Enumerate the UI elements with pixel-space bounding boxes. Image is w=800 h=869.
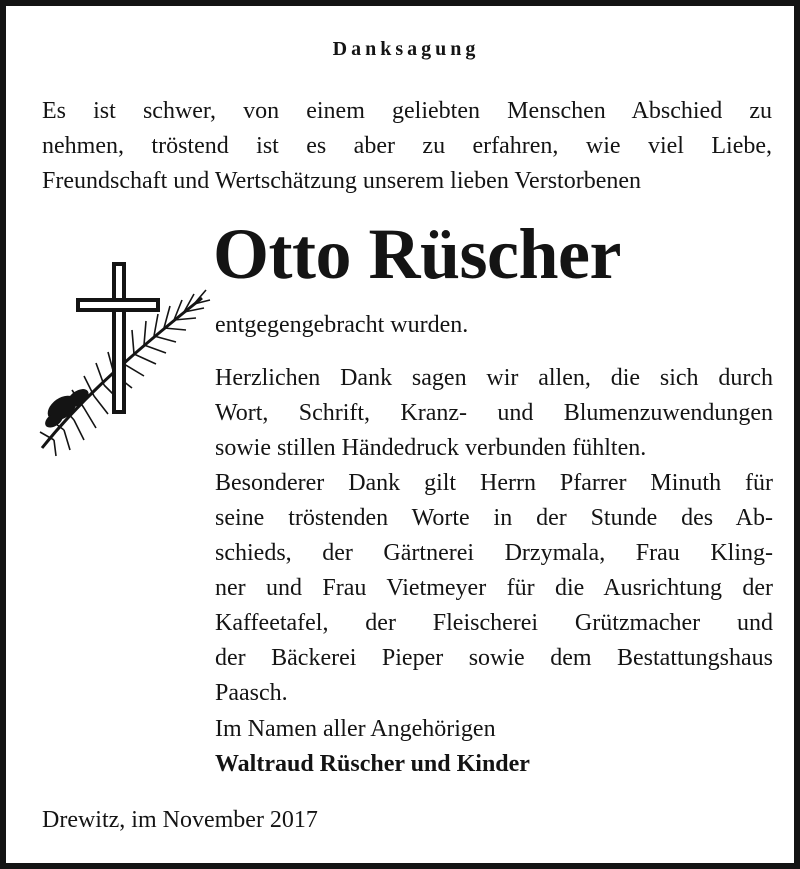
body-paragraph [215, 361, 773, 711]
body-line: Paasch. [215, 680, 288, 706]
body-line: Herzlichen Dank sagen wir allen, die sich durch [215, 365, 773, 391]
signer-name: Waltraud Rüscher und Kinder [215, 751, 530, 777]
body-line: Kaffeetafel, der Fleischerei Grützmacher und [215, 610, 773, 636]
body-line: ner und Frau Vietmeyer für die Ausrichtung der [215, 575, 773, 601]
cross-with-fir-branch-icon [34, 258, 214, 458]
intro-line: Es ist schwer, von einem geliebten Menschen Abschied zu [42, 98, 772, 124]
body-line: Wort, Schrift, Kranz- und Blumenzuwendungen [215, 400, 773, 426]
intro-paragraph [42, 94, 772, 199]
intro-line: Freundschaft und Wertschätzung unserem lieben Verstorbenen [42, 168, 642, 194]
signoff-text: Im Namen aller Angehörigen [215, 716, 496, 742]
body-line: schieds, der Gärtnerei Drzymala, Frau Kling- [215, 540, 773, 566]
body-line: der Bäckerei Pieper sowie dem Bestattungshaus [215, 645, 773, 671]
deceased-name: Otto Rüscher [213, 214, 621, 294]
place-date: Drewitz, im November 2017 [42, 807, 318, 833]
body-line: sowie stillen Händedruck verbunden fühlten. [215, 435, 647, 461]
body-line: Besonderer Dank gilt Herrn Pfarrer Minuth für [215, 470, 773, 496]
body-line: seine tröstenden Worte in der Stunde des Ab- [215, 505, 773, 531]
intro-line: nehmen, tröstend ist es aber zu erfahren, wie viel Liebe, [42, 133, 772, 159]
after-name-text: entgegengebracht wurden. [215, 312, 469, 338]
notice-heading: Danksagung [332, 38, 480, 60]
